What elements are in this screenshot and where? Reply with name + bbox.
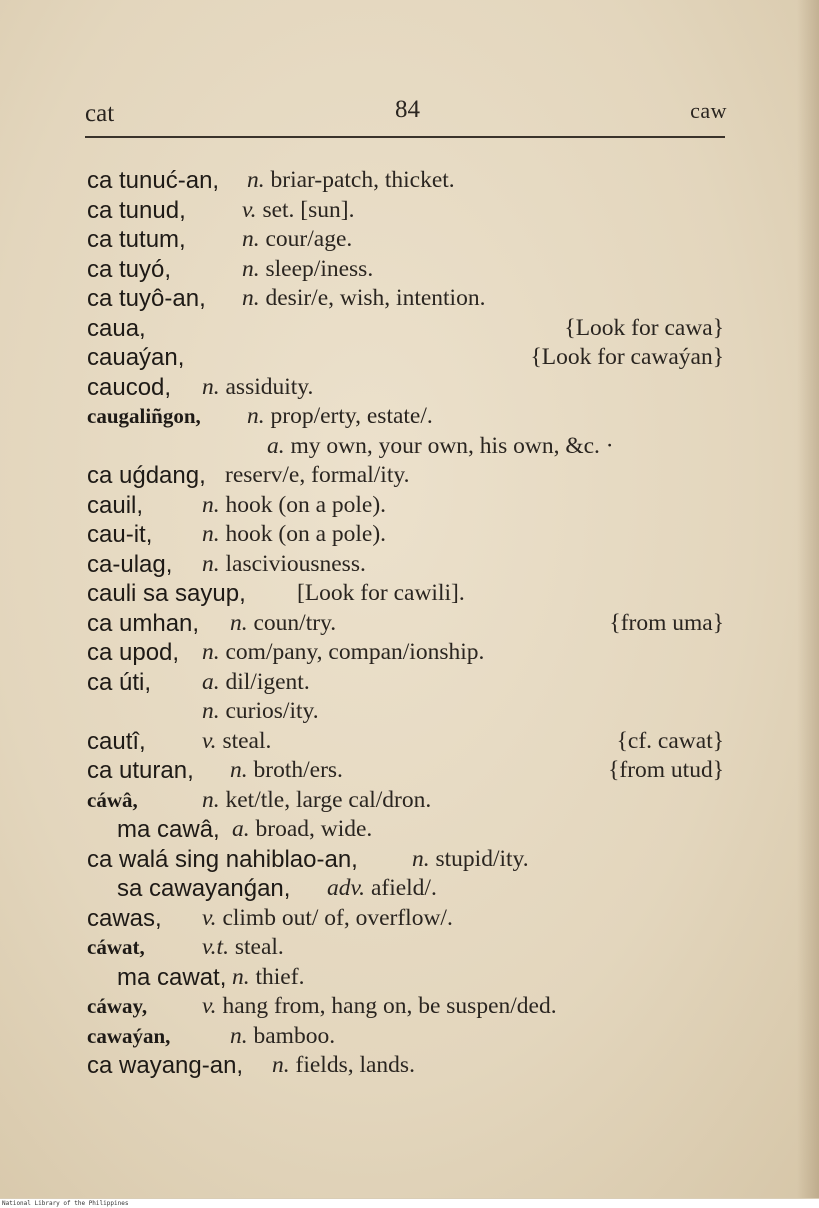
definition: [Look for cawili]. — [297, 580, 465, 606]
part-of-speech: n. — [230, 609, 248, 636]
header-rule — [85, 136, 725, 138]
definition: broad, wide. — [255, 816, 373, 842]
headword: ca upod, — [87, 639, 180, 666]
part-of-speech: v.t. — [202, 934, 229, 960]
headword: caugaliñgon, — [87, 404, 201, 428]
headword: cáway, — [87, 994, 148, 1018]
dictionary-entry — [87, 1022, 732, 1052]
cross-reference-note: {Look for cawa} — [564, 314, 724, 341]
part-of-speech: n. — [202, 639, 220, 665]
dictionary-entry — [87, 550, 732, 580]
part-of-speech: n. — [412, 845, 430, 872]
dictionary-entry — [87, 166, 732, 196]
headword: ma cawâ, — [117, 816, 220, 843]
definition: steal. — [222, 727, 272, 754]
definition: my own, your own, his own, &c. · — [290, 432, 614, 459]
header-last-word: caw — [690, 98, 727, 123]
dictionary-entry — [87, 225, 732, 255]
headword: sa cawayanǵan, — [117, 875, 291, 902]
part-of-speech: n. — [242, 226, 260, 252]
dictionary-entry — [87, 904, 732, 934]
definition: dil/igent. — [225, 668, 310, 695]
definition: climb out/ of, overflow/. — [222, 904, 453, 931]
headword: caucod, — [87, 373, 172, 401]
dictionary-entry — [87, 373, 732, 403]
headword: ca tunud, — [87, 196, 186, 224]
dictionary-entry — [87, 815, 732, 845]
part-of-speech: a. — [202, 668, 220, 695]
definition: reserv/e, formal/ity. — [225, 462, 410, 488]
headword: cáwat, — [87, 935, 145, 959]
part-of-speech: n. — [230, 757, 248, 783]
definition: steal. — [234, 934, 284, 960]
definition: ket/tle, large cal/dron. — [225, 786, 432, 813]
headword: cauaýan, — [87, 344, 185, 371]
headword: cawaýan, — [87, 1023, 171, 1048]
headword: ca-ulag, — [87, 550, 173, 578]
headword: ca walá sing nahiblao-an, — [87, 845, 358, 873]
dictionary-entry — [87, 638, 732, 668]
part-of-speech: adv. — [327, 875, 366, 901]
part-of-speech: v. — [202, 904, 217, 931]
part-of-speech: a. — [232, 816, 250, 842]
library-credit: National Library of the Philippines — [2, 1200, 129, 1207]
dictionary-entry — [87, 992, 732, 1022]
definition: lasciviousness. — [225, 550, 366, 577]
headword: ca umhan, — [87, 609, 200, 637]
dictionary-entry — [87, 579, 732, 609]
headword: cawas, — [87, 904, 162, 932]
page-number: 84 — [395, 96, 420, 123]
definition: hook (on a pole). — [225, 521, 387, 547]
definition: cour/age. — [265, 226, 353, 252]
dictionary-entry — [87, 196, 732, 226]
headword: ca tuyô-an, — [87, 285, 206, 312]
dictionary-entry — [87, 343, 732, 373]
definition: bamboo. — [253, 1022, 336, 1049]
headword: ca wayang-an, — [87, 1052, 244, 1079]
definition: sleep/iness. — [265, 255, 374, 282]
dictionary-entry — [87, 314, 732, 344]
definition: thief. — [255, 963, 305, 990]
part-of-speech: v. — [242, 196, 257, 223]
definition: afield/. — [370, 875, 437, 901]
part-of-speech: n. — [242, 255, 260, 282]
dictionary-entry — [87, 697, 732, 727]
headword: ca tunuć-an, — [87, 167, 220, 194]
definition: set. [sun]. — [262, 196, 355, 223]
dictionary-entry — [87, 845, 732, 875]
cross-reference-note: {from uma} — [609, 609, 724, 636]
definition: broth/ers. — [253, 757, 343, 783]
definition: stupid/ity. — [435, 845, 529, 872]
dictionary-entry — [87, 402, 732, 432]
dictionary-entry — [87, 284, 732, 314]
headword: cautî, — [87, 727, 146, 755]
definition: fields, lands. — [295, 1052, 415, 1078]
dictionary-entry — [87, 727, 732, 757]
headword: ca uǵdang, — [87, 462, 206, 489]
definition: com/pany, compan/ionship. — [225, 639, 485, 665]
dictionary-entry — [87, 1051, 732, 1081]
part-of-speech: n. — [230, 1022, 248, 1049]
cross-reference-note: {from utud} — [608, 757, 724, 783]
headword: ca úti, — [87, 668, 152, 696]
cross-reference-note: {cf. cawat} — [616, 727, 724, 754]
dictionary-entry — [87, 609, 732, 639]
footer-credit — [0, 1199, 819, 1208]
dictionary-entry — [87, 491, 732, 521]
page-edge-shadow — [797, 0, 819, 1198]
dictionary-entry — [87, 933, 732, 963]
part-of-speech: n. — [232, 963, 250, 990]
dictionary-entry — [87, 874, 732, 904]
headword: ca tuyó, — [87, 255, 172, 283]
part-of-speech: v. — [202, 993, 217, 1019]
headword: ma cawat, — [117, 963, 227, 991]
headword: ca tutum, — [87, 226, 186, 253]
part-of-speech: a. — [267, 432, 285, 459]
part-of-speech: n. — [247, 403, 265, 429]
header-first-word: cat — [85, 100, 115, 127]
part-of-speech: n. — [202, 786, 220, 813]
definition: hook (on a pole). — [225, 491, 387, 518]
definition: assiduity. — [225, 373, 314, 400]
part-of-speech: n. — [202, 491, 220, 518]
dictionary-entry — [87, 432, 732, 462]
definition: coun/try. — [253, 609, 337, 636]
definition: desir/e, wish, intention. — [265, 285, 486, 311]
part-of-speech: n. — [242, 285, 260, 311]
part-of-speech: n. — [202, 373, 220, 400]
part-of-speech: n. — [247, 167, 265, 193]
definition: curios/ity. — [225, 698, 319, 724]
dictionary-entry — [87, 255, 732, 285]
running-header — [85, 96, 727, 132]
part-of-speech: n. — [272, 1052, 290, 1078]
headword: cáwâ, — [87, 787, 138, 812]
dictionary-entry — [87, 786, 732, 816]
definition: briar-patch, thicket. — [270, 167, 455, 193]
headword: cauli sa sayup, — [87, 580, 246, 607]
dictionary-entry — [87, 461, 732, 491]
dictionary-entry — [87, 963, 732, 993]
definition: hang from, hang on, be suspen/ded. — [222, 993, 557, 1019]
part-of-speech: n. — [202, 550, 220, 577]
headword: caua, — [87, 314, 146, 342]
dictionary-entry — [87, 668, 732, 698]
dictionary-entry — [87, 756, 732, 786]
dictionary-entry — [87, 520, 732, 550]
part-of-speech: n. — [202, 698, 220, 724]
headword: cauil, — [87, 491, 144, 519]
headword: ca uturan, — [87, 757, 194, 784]
part-of-speech: n. — [202, 521, 220, 547]
dictionary-entries — [87, 166, 732, 1081]
part-of-speech: v. — [202, 727, 217, 754]
cross-reference-note: {Look for cawaýan} — [530, 344, 724, 370]
headword: cau-it, — [87, 521, 153, 548]
definition: prop/erty, estate/. — [270, 403, 433, 429]
